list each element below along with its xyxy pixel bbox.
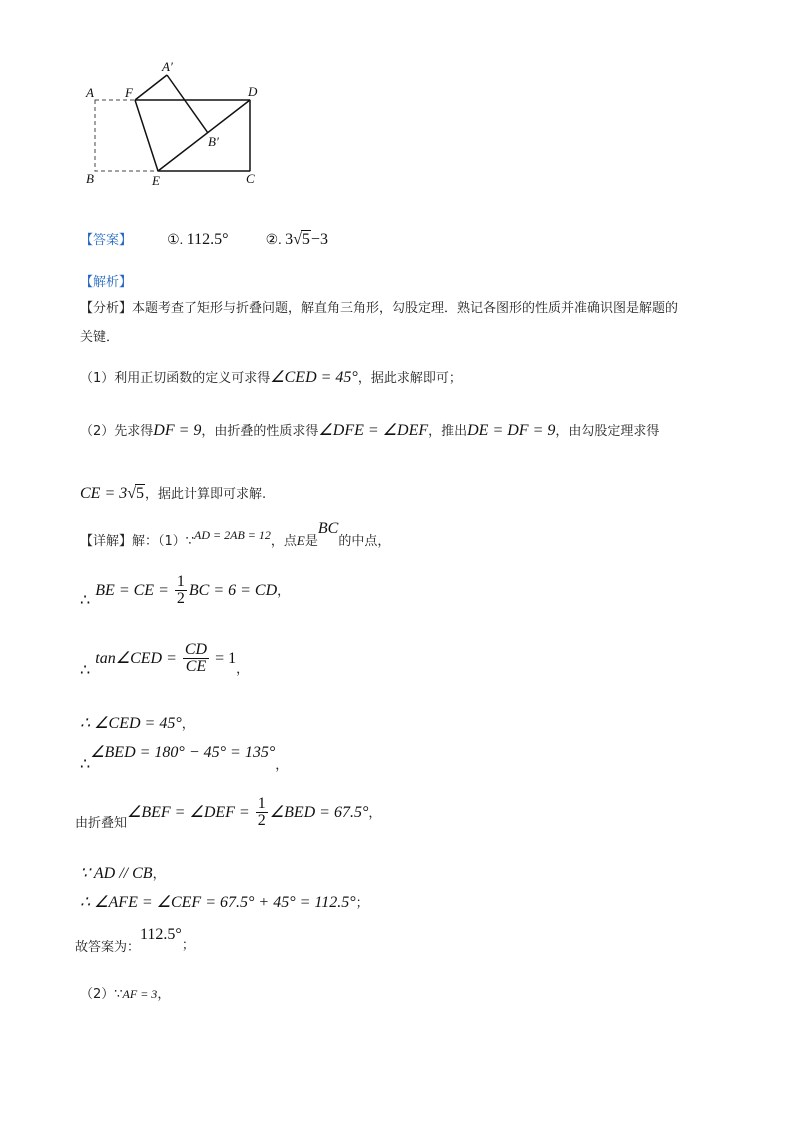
detail-math1: AD = 2AB = 12 <box>194 528 271 542</box>
label-b-prime: B′ <box>208 134 219 149</box>
segment-fa1 <box>135 75 167 100</box>
part2-prefix: （2）∵ <box>80 987 123 1002</box>
step1-math: ∠CED = 45° <box>270 369 358 386</box>
label-b: B <box>86 171 94 186</box>
fold-frac-den: 2 <box>257 812 266 829</box>
final-answer-value: 112.5° <box>140 926 182 943</box>
tan-therefore: ∴ <box>80 662 91 679</box>
answer-item2-radicand: 5 <box>301 231 310 248</box>
ced-tail: ， <box>181 717 195 732</box>
tan-line <box>80 642 249 680</box>
fold-line <box>75 796 381 831</box>
tan-frac-den: CE <box>185 658 207 675</box>
answer-item2-rest: −3 <box>310 231 328 248</box>
bed-tail: ， <box>275 758 289 773</box>
afe-math: ∴ ∠AFE = ∠CEF = 67.5° + 45° = 112.5° <box>80 894 356 911</box>
answer-item2-coef: 3 <box>285 231 294 248</box>
step2b-radicand: 5 <box>136 485 145 502</box>
label-e: E <box>152 173 160 188</box>
ced-line <box>80 713 195 733</box>
analysis-line-1: 【分析】本题考查了矩形与折叠问题，解直角三角形，勾股定理．熟记各图形的性质并准确识图是解题的 <box>80 301 679 316</box>
step1-line <box>80 367 462 387</box>
label-c: C <box>246 171 255 186</box>
tan-tail: ， <box>236 662 250 677</box>
final-answer-line <box>75 924 195 955</box>
detail-line <box>80 520 391 550</box>
be-right: BC = 6 = CD <box>188 582 278 599</box>
be-left: BE = CE = <box>95 582 173 599</box>
final-answer-tail: ； <box>181 938 195 953</box>
tan-right: = 1 <box>211 650 237 667</box>
step2-line <box>80 420 659 440</box>
detail-mid: ，点 <box>270 534 297 549</box>
segment-a1b1 <box>167 75 208 133</box>
analysis-line-2: 关键． <box>80 330 120 345</box>
label-a-prime: A′ <box>162 59 173 74</box>
be-frac-num: 1 <box>176 573 185 590</box>
step1-prefix: （1）利用正切函数的定义可求得 <box>80 371 271 386</box>
segment-ed <box>158 100 250 171</box>
detail-prefix: 【详解】解：（1）∵ <box>80 534 195 549</box>
detail-math2: BC <box>317 520 339 537</box>
answer-line: 【答案】 ①. 112.5° ②. 3√5−3 <box>80 231 328 248</box>
step2-math2: ∠DFE = ∠DEF <box>318 422 429 439</box>
detail-point-e: E <box>296 533 305 548</box>
bed-line <box>80 742 289 773</box>
part2-math: AF = 3 <box>122 987 158 1001</box>
tan-left: tan∠CED = <box>95 650 181 667</box>
bed-therefore: ∴ <box>80 756 91 773</box>
detail-mid2: 是 <box>304 534 318 549</box>
label-f: F <box>125 85 133 100</box>
step2b-line: CE = 3√5，据此计算即可求解. <box>80 485 267 502</box>
fold-left: ∠BEF = ∠DEF = <box>127 804 254 821</box>
step2-mid2: ，推出 <box>428 424 468 439</box>
answer-tag: 【答案】 <box>80 233 133 248</box>
step1-suffix: ，据此求解即可； <box>357 371 462 386</box>
answer-item2-number: ②. <box>265 233 286 248</box>
fold-prefix: 由折叠知 <box>75 816 128 831</box>
step2b-suffix: ，据此计算即可求解. <box>145 487 267 502</box>
step2-mid1: ，由折叠的性质求得 <box>201 424 319 439</box>
detail-suffix: 的中点， <box>338 534 391 549</box>
parallel-line <box>80 863 166 883</box>
analysis-tag: 【解析】 <box>80 275 133 290</box>
afe-line <box>80 892 369 912</box>
be-therefore: ∴ <box>80 592 91 609</box>
fold-tail: ， <box>368 806 382 821</box>
fold-frac-num: 1 <box>257 795 266 812</box>
step2b-math: CE = 3 <box>80 485 128 502</box>
step2-suffix: ，由勾股定理求得 <box>555 424 660 439</box>
be-tail: ， <box>277 584 291 599</box>
tan-frac-num: CD <box>184 641 208 658</box>
label-d: D <box>248 84 258 99</box>
label-a: A <box>86 85 94 100</box>
part2-line <box>80 983 170 1002</box>
step2-math1: DF = 9 <box>153 422 202 439</box>
folded-rectangle-figure <box>80 55 280 190</box>
be-line <box>80 574 290 610</box>
part2-tail: ， <box>157 987 171 1002</box>
bed-math: ∠BED = 180° − 45° = 135° <box>90 744 276 761</box>
be-frac-den: 2 <box>176 590 185 607</box>
parallel-tail: ， <box>152 867 166 882</box>
final-answer-prefix: 故答案为： <box>75 940 141 955</box>
segment-ef <box>135 100 158 171</box>
answer-item1-value: 112.5° <box>186 231 229 248</box>
afe-tail: ； <box>355 896 369 911</box>
step2-prefix: （2）先求得 <box>80 424 154 439</box>
step2-math3: DE = DF = 9 <box>467 422 556 439</box>
parallel-math: ∵ AD // CB <box>80 865 153 882</box>
fold-right: ∠BED = 67.5° <box>269 804 369 821</box>
answer-item1-number: ①. <box>167 233 187 248</box>
ced-math: ∴ ∠CED = 45° <box>80 715 182 732</box>
